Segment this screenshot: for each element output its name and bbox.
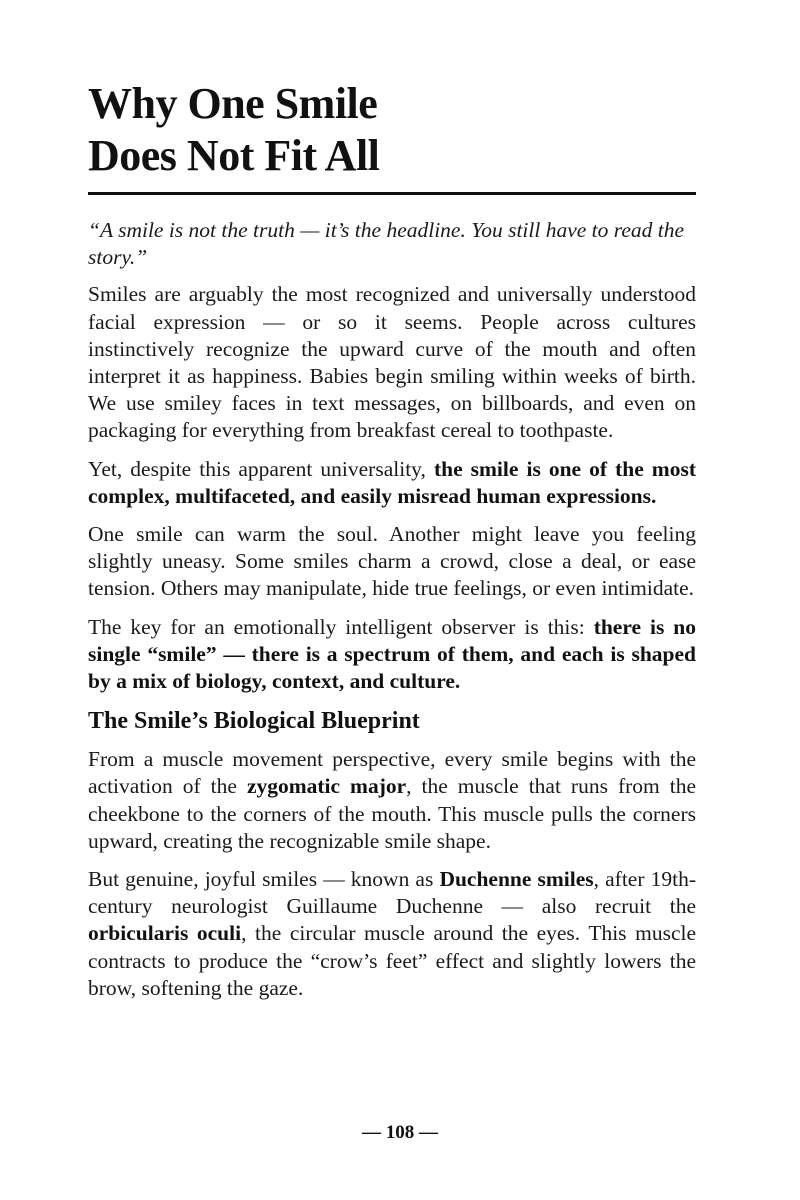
paragraph-key-insight <box>88 614 696 696</box>
epigraph: “A smile is not the truth — it’s the headline. You still have to read the story.” <box>88 218 685 270</box>
paragraph-intro: Smiles are arguably the most recognized and universally understood facial expression — or so it seems. People across cultures instinctively recognize the upward curve of the mouth and often interpret it as happiness. Babies begin smiling within weeks of birth. We use smiley faces in text messages, on billboards, and even on packaging for everything from breakfast cereal to toothpaste. <box>88 282 696 443</box>
paragraph-text: From a muscle movement perspective, every smile begins with the activation of the <box>88 747 696 799</box>
bold-punctuation: . <box>651 483 657 508</box>
section-heading: The Smile’s Biological Blueprint <box>88 708 420 735</box>
title-divider <box>88 192 696 195</box>
bold-term: Duchenne smiles <box>439 867 594 892</box>
paragraph-text: But genuine, joyful smiles — known as <box>88 867 440 892</box>
bold-emphasis: there is no single “smile” — there is a spectrum of them, and each is shaped by a mix of biology, context, and culture. <box>88 614 696 694</box>
paragraph-text: , after 19th-century neurologist Guillaume Duchenne — also recruit the <box>88 867 696 919</box>
paragraph-text: , the circular muscle around the eyes. This muscle contracts to produce the “crow’s feet” effect and slightly lowers the brow, softening the gaze. <box>88 921 697 1000</box>
paragraph-text: The key for an emotionally intelligent observer is this: <box>88 614 594 639</box>
paragraph-zygomatic <box>88 746 696 855</box>
bold-term: orbicularis oculi <box>88 921 242 946</box>
paragraph-duchenne <box>88 866 696 1002</box>
chapter-title-line-1: Why One Smile <box>88 79 378 128</box>
bold-emphasis: the smile is one of the most complex, multifaceted, and easily misread human expressions <box>88 456 696 508</box>
bold-term: zygomatic major <box>246 774 407 799</box>
paragraph-smile-types: One smile can warm the soul. Another might leave you feeling slightly uneasy. Some smiles charm a crowd, close a deal, or ease tension. Others may manipulate, hide true feelings, or even intimidate. <box>88 522 696 601</box>
paragraph-universality <box>88 456 696 510</box>
book-page <box>88 78 696 1013</box>
paragraph-text: Yet, despite this apparent universality, <box>88 456 434 481</box>
paragraph-text: , the muscle that runs from the cheekbone to the corners of the mouth. This muscle pulls the corners upward, creating the recognizable smile shape. <box>88 774 696 853</box>
chapter-title <box>88 78 696 182</box>
chapter-title-line-2: Does Not Fit All <box>88 131 380 180</box>
page-number: — 108 — <box>362 1122 438 1143</box>
